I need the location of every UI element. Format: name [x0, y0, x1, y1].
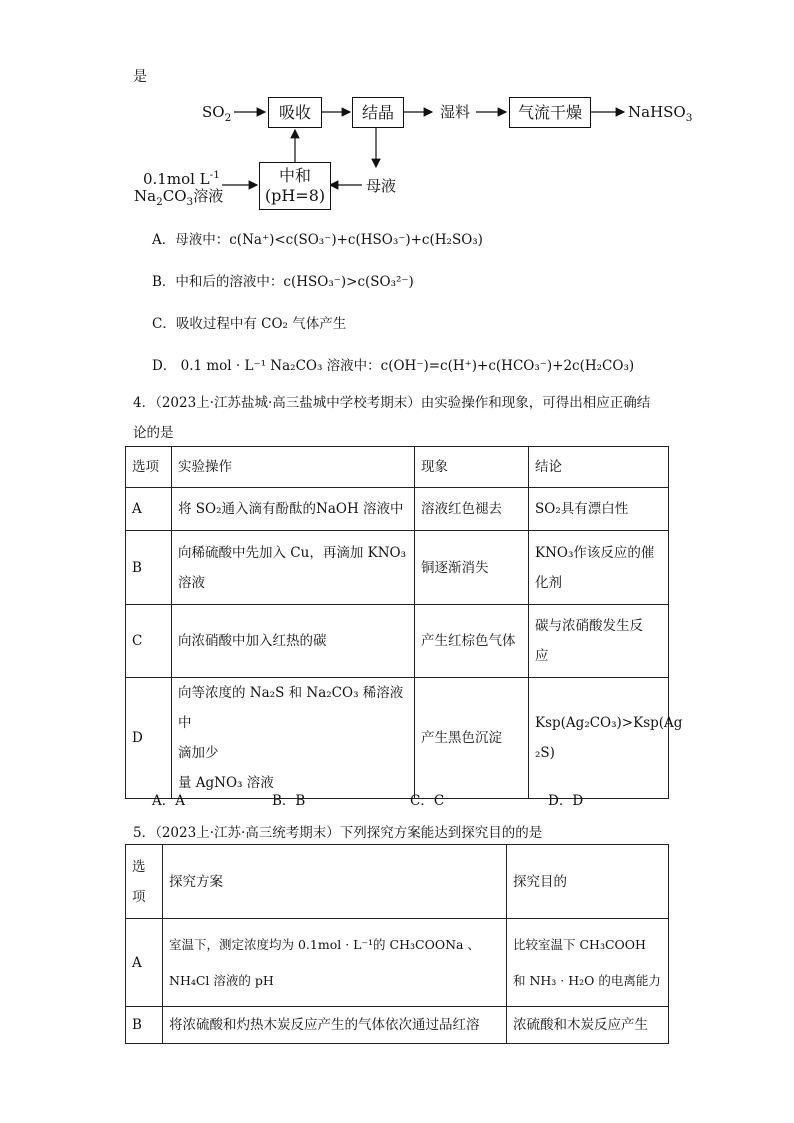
flow-reagent-solution: 溶液: [193, 187, 224, 205]
q4-row-d-operation-line1: 向等浓度的 Na₂S 和 Na₂CO₃ 稀溶液中: [178, 685, 404, 731]
q4-row-b-operation: [172, 531, 415, 605]
q5-row-a-plan-line1: 室温下，测定浓度均为 0.1mol · L⁻¹的 CH₃COONa 、: [169, 936, 480, 952]
q4-row-c-conclusion-line2: 应: [535, 648, 549, 664]
q3-option-a: A．母液中：c(Na⁺)<c(SO₃⁻)+c(HSO₃⁻)+c(H₂SO₃): [152, 232, 483, 248]
flow-wet: 湿料: [440, 103, 471, 121]
q4-row-a-phenomenon: 溶液红色褪去: [415, 488, 529, 531]
flow-reagent-line1-sup: -1: [209, 169, 220, 181]
q4-row-c: [126, 605, 669, 678]
q4-row-c-conclusion: [529, 605, 669, 678]
q5-row-a-plan: [163, 919, 507, 1007]
flow-reagent-line2: [134, 187, 223, 211]
q4-row-d-phenomenon: 产生黑色沉淀: [415, 678, 529, 799]
q4-row-b-conclusion-line1: KNO₃作该反应的催: [535, 544, 655, 561]
q5-row-a-goal: [507, 919, 669, 1007]
q5-header-goal: 探究目的: [507, 845, 669, 919]
q4-row-d-conclusion-line1: Ksp(Ag₂CO₃)>Ksp(Ag: [535, 715, 683, 731]
flow-reagent-co-sub: 3: [186, 196, 194, 208]
q4-row-c-conclusion-line1: 碳与浓硝酸发生反: [535, 618, 643, 634]
q4-stem-line1: 4．（2023上·江苏盐城·高三盐城中学校考期末）由实验操作和现象，可得出相应正确结: [133, 395, 651, 411]
flow-reagent-line1-text: 0.1mol L: [143, 170, 210, 188]
q5-row-a-option: A: [126, 919, 163, 1007]
flow-box-absorb: 吸收: [268, 97, 322, 128]
q4-row-a-conclusion: SO₂具有漂白性: [529, 488, 669, 531]
flow-so2-sub: 2: [224, 112, 232, 124]
q4-header-operation: 实验操作: [172, 447, 415, 488]
q4-answer-d: D．D: [548, 793, 584, 809]
q4-header-row: [126, 447, 669, 488]
flow-box-neutralize: [259, 162, 331, 210]
q4-row-b: [126, 531, 669, 605]
q5-row-a-goal-line2: 和 NH₃ · H₂O 的电离能力: [513, 972, 661, 988]
q3-option-c: C．吸收过程中有 CO₂ 气体产生: [152, 316, 347, 332]
q4-row-d-operation-line2: 滴加少: [178, 745, 219, 761]
flow-neutralize-1: 中和: [278, 166, 311, 185]
flow-neutralize-2: (pH=8): [264, 186, 326, 205]
q4-table: [125, 446, 683, 799]
q4-row-b-operation-line2: 溶液: [178, 574, 205, 591]
q4-row-c-phenomenon: 产生红棕色气体: [415, 605, 529, 678]
flow-mother-liquor: 母液: [366, 177, 397, 195]
flow-box-dry: 气流干燥: [509, 97, 591, 128]
flow-product-text: NaHSO: [628, 103, 686, 121]
flow-product-sub: 3: [685, 112, 693, 124]
flow-product: [628, 103, 692, 127]
q4-row-b-conclusion: [529, 531, 669, 605]
q4-header-conclusion: 结论: [529, 447, 669, 488]
flow-box-crystallize: 结晶: [352, 97, 404, 128]
q4-row-b-phenomenon: 铜逐渐消失: [415, 531, 529, 605]
flow-so2: [202, 103, 231, 127]
flow-reagent-na: Na: [134, 187, 157, 205]
q5-row-b: [126, 1007, 669, 1044]
q5-row-b-goal: 浓硫酸和木炭反应产生: [507, 1007, 669, 1044]
q4-stem-line2: 论的是: [133, 425, 174, 441]
q5-header-plan: 探究方案: [163, 845, 507, 919]
flow-reagent-co: CO: [162, 187, 187, 205]
q4-row-b-operation-line1: 向稀硫酸中先加入 Cu，再滴加 KNO₃: [178, 544, 406, 561]
q4-row-c-operation: 向浓硝酸中加入红热的碳: [172, 605, 415, 678]
q4-row-b-conclusion-line2: 化剂: [535, 574, 562, 591]
q3-option-b: B．中和后的溶液中：c(HSO₃⁻)>c(SO₃²⁻): [152, 274, 414, 290]
q5-row-b-option: B: [126, 1007, 163, 1044]
q4-row-d-operation-line3: 量 AgNO₃ 溶液: [178, 775, 274, 791]
q4-row-d-option: D: [126, 678, 172, 799]
q5-header-row: [126, 845, 669, 919]
q4-row-a: [126, 488, 669, 531]
q5-row-a-plan-line2: NH₄Cl 溶液的 pH: [169, 972, 274, 988]
flow-reagent-na-sub: 2: [156, 196, 163, 208]
q5-header-option-line2: 项: [132, 888, 146, 905]
q4-row-a-operation: 将 SO₂通入滴有酚酞的NaOH 溶液中: [172, 488, 415, 531]
q5-row-b-plan: 将浓硫酸和灼热木炭反应产生的气体依次通过品红溶: [163, 1007, 507, 1044]
q4-row-d-operation: [172, 678, 415, 799]
header-fragment: 是: [133, 69, 147, 85]
q5-row-a-goal-line1: 比较室温下 CH₃COOH: [513, 936, 646, 952]
q4-header-option: 选项: [126, 447, 172, 488]
q4-row-c-option: C: [126, 605, 172, 678]
q5-header-option-line1: 选: [132, 858, 146, 875]
q4-row-d-conclusion: [529, 678, 683, 799]
flow-so2-text: SO: [202, 103, 225, 121]
q4-row-d: [126, 678, 669, 799]
q5-header-option: [126, 845, 163, 919]
q4-row-b-option: B: [126, 531, 172, 605]
q4-answer-c: C．C: [410, 793, 445, 809]
flow-reagent-line1: [143, 166, 220, 188]
q4-row-a-option: A: [126, 488, 172, 531]
q5-row-a: [126, 919, 669, 1007]
q4-answer-b: B．B: [272, 793, 306, 809]
q4-answer-a: A．A: [152, 793, 185, 809]
q4-row-d-conclusion-line2: ₂S): [535, 745, 555, 761]
q5-table: [125, 844, 669, 1044]
q3-option-d: D． 0.1 mol · L⁻¹ Na₂CO₃ 溶液中：c(OH⁻)=c(H⁺)+c(HCO₃⁻)+2c(H₂CO₃): [152, 358, 635, 374]
q5-stem: 5．（2023上·江苏·高三统考期末）下列探究方案能达到探究目的的是: [133, 825, 543, 841]
q4-header-phenomenon: 现象: [415, 447, 529, 488]
